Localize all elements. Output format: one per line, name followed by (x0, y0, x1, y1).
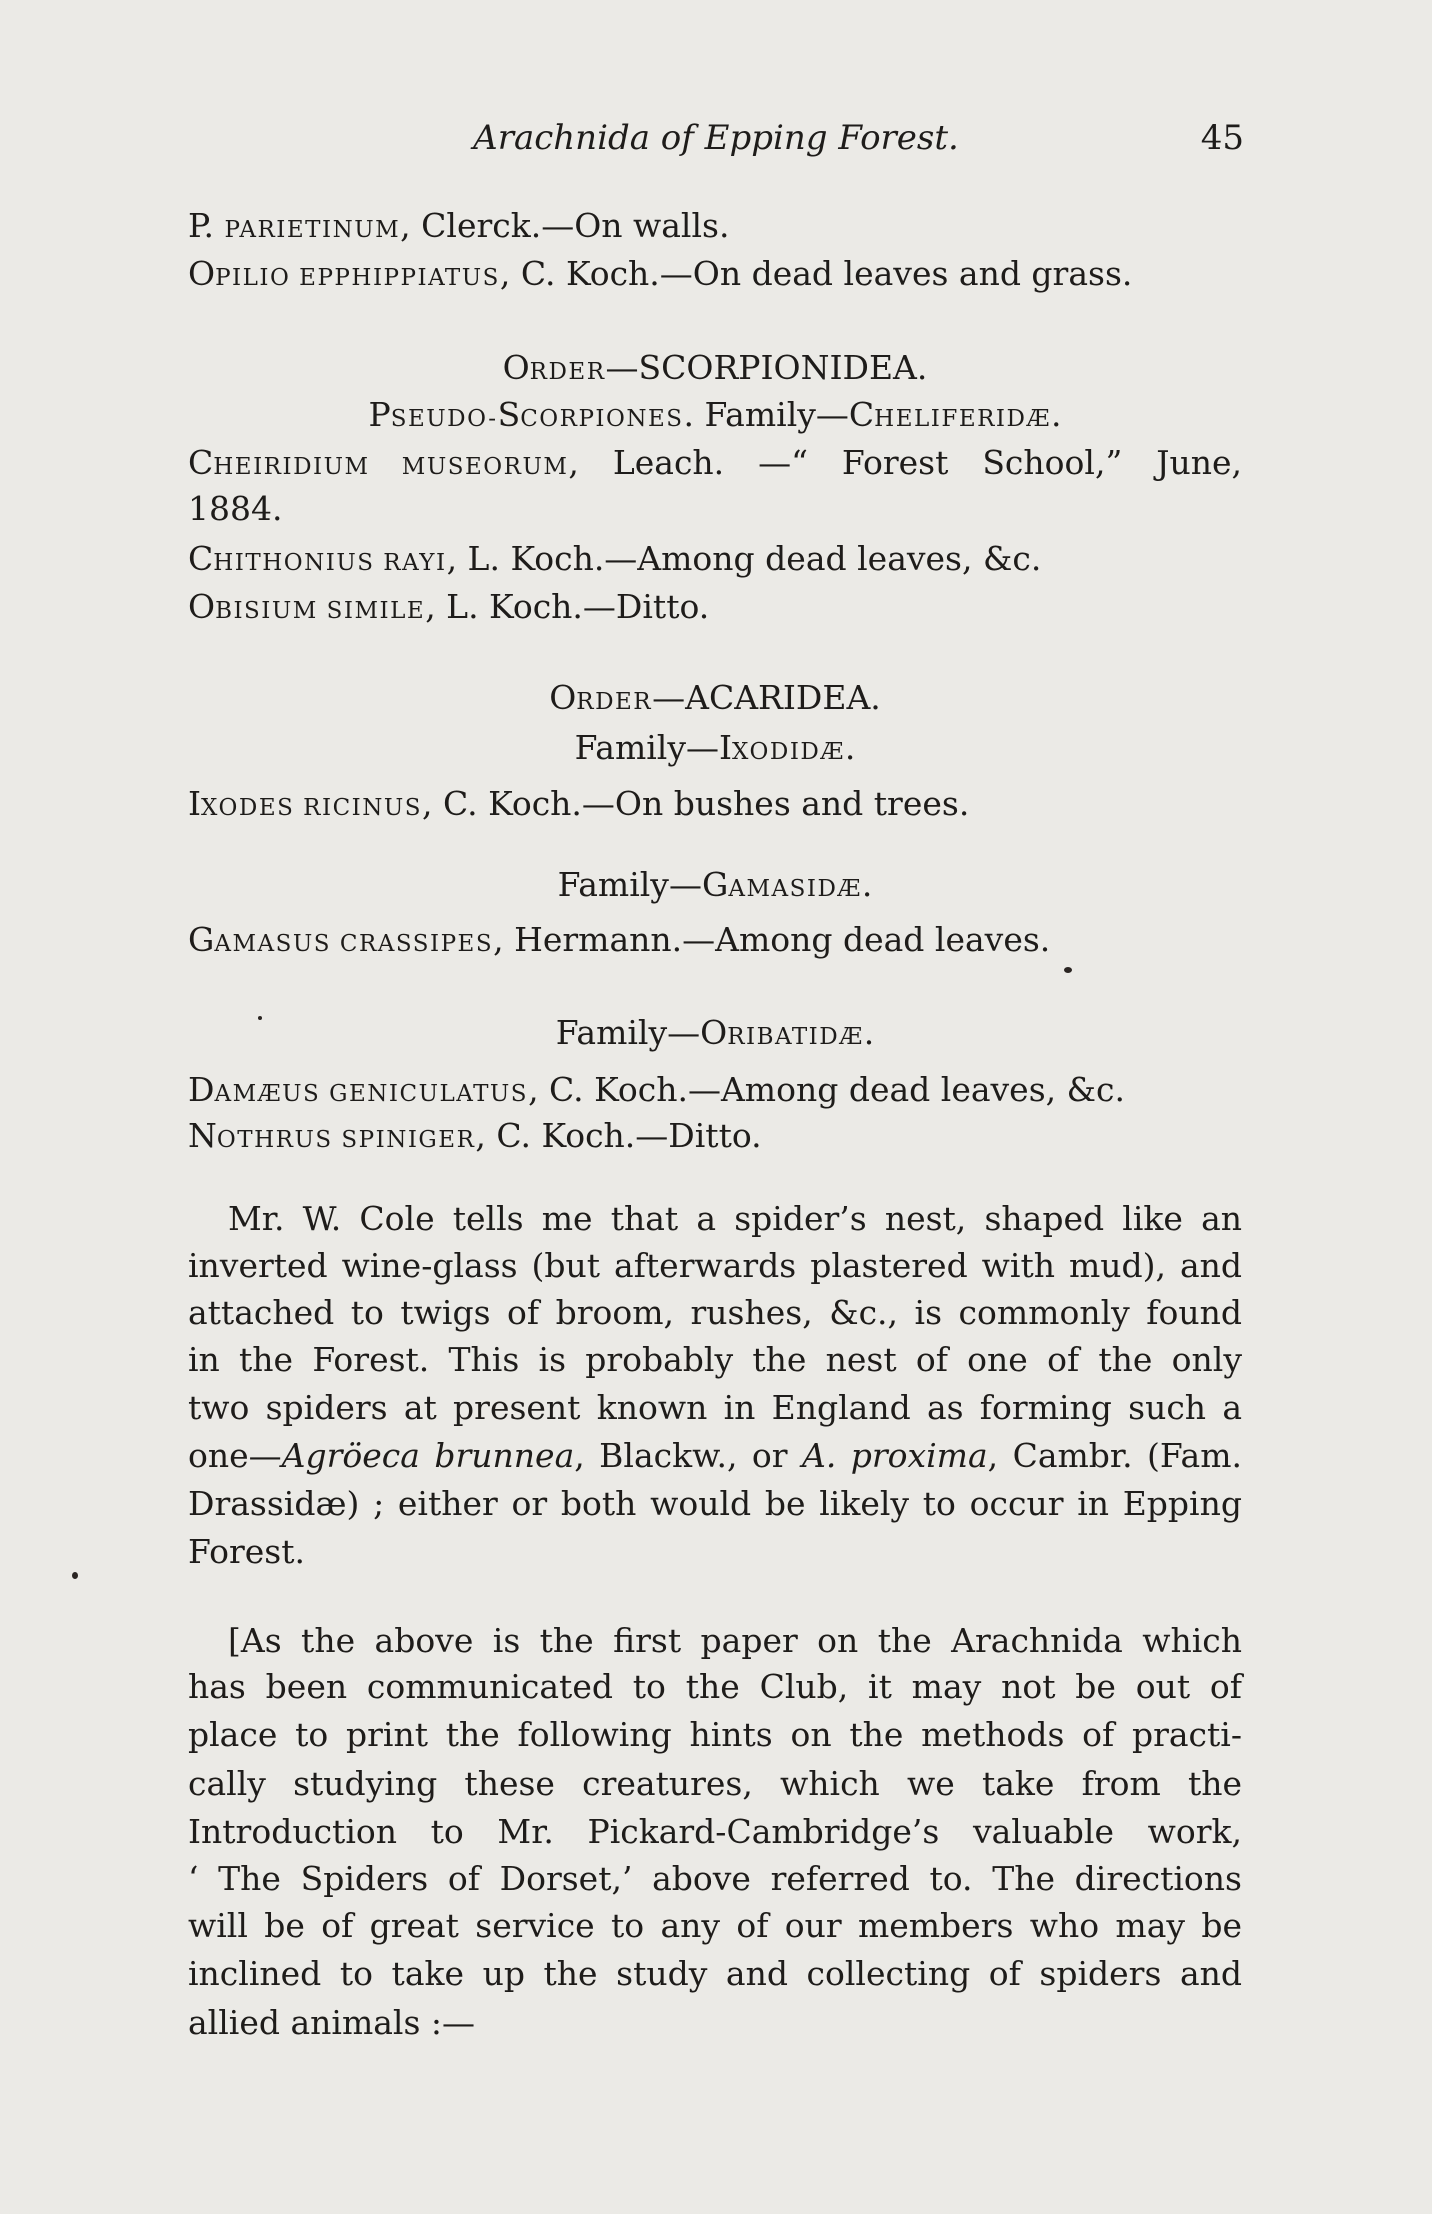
family-heading: Family—IXODIDÆ. (574, 728, 856, 767)
page-number: 45 (1200, 118, 1244, 158)
species-entry: DAMÆUS GENICULATUS, C. Koch.—Among dead leaves, &c. (188, 1070, 1125, 1109)
species-entry: CHEIRIDIUM MUSEORUM, Leach. —“ Forest School,” June, (188, 443, 1243, 482)
ink-speck (1064, 967, 1072, 973)
paragraph-line: Drassidæ) ; either or both would be likely to occur in Epping (188, 1484, 1242, 1523)
paragraph-line: one—Agröeca brunnea, Blackw., or A. proxima, Cambr. (Fam. (188, 1436, 1242, 1475)
paragraph-line: place to print the following hints on the methods of practi- (188, 1715, 1242, 1754)
ink-speck (72, 1572, 78, 1579)
paragraph-line: has been communicated to the Club, it may not be out of (188, 1667, 1242, 1706)
family-heading: Family—GAMASIDÆ. (557, 865, 873, 904)
paragraph-line: [As the above is the first paper on the Arachnida which (228, 1621, 1242, 1660)
paragraph-line: allied animals :— (188, 2003, 476, 2042)
species-entry: GAMASUS CRASSIPES, Hermann.—Among dead leaves. (188, 920, 1051, 959)
paragraph-line: Introduction to Mr. Pickard-Cambridge’s valuable work, (188, 1812, 1242, 1851)
family-heading: Family—ORIBATIDÆ. (555, 1013, 875, 1052)
species-entry: OBISIUM SIMILE, L. Koch.—Ditto. (188, 587, 710, 626)
running-head: Arachnida of Epping Forest. (473, 118, 959, 158)
species-italic: Agröeca brunnea (281, 1436, 575, 1475)
paragraph-line: inverted wine-glass (but afterwards plastered with mud), and (188, 1246, 1242, 1285)
species-entry: IXODES RICINUS, C. Koch.—On bushes and trees. (188, 784, 970, 823)
paragraph-line: Forest. (188, 1532, 305, 1571)
paragraph-line: in the Forest. This is probably the nest of one of the only (188, 1340, 1242, 1379)
order-heading: ORDER—SCORPIONIDEA. (502, 348, 928, 387)
species-italic: A. proxima (801, 1436, 988, 1475)
paragraph-line: Mr. W. Cole tells me that a spider’s nest, shaped like an (228, 1199, 1242, 1238)
species-entry-continued: 1884. (188, 489, 283, 528)
paragraph-line: inclined to take up the study and collecting of spiders and (188, 1954, 1242, 1993)
species-entry: OPILIO EPPHIPPIATUS, C. Koch.—On dead leaves and grass. (188, 254, 1133, 293)
family-heading: PSEUDO-SCORPIONES. Family—CHELIFERIDÆ. (368, 395, 1062, 434)
species-entry: P. PARIETINUM, Clerck.—On walls. (188, 206, 730, 245)
species-entry: NOTHRUS SPINIGER, C. Koch.—Ditto. (188, 1116, 762, 1155)
paragraph-line: cally studying these creatures, which we take from the (188, 1764, 1242, 1803)
paragraph-line: will be of great service to any of our members who may be (188, 1906, 1242, 1945)
order-heading: ORDER—ACARIDEA. (549, 678, 881, 717)
species-entry: CHITHONIUS RAYI, L. Koch.—Among dead leaves, &c. (188, 539, 1042, 578)
ink-speck (258, 1016, 262, 1020)
paragraph-line: attached to twigs of broom, rushes, &c., is commonly found (188, 1293, 1242, 1332)
paragraph-line: two spiders at present known in England as forming such a (188, 1388, 1242, 1427)
paragraph-line: ‘ The Spiders of Dorset,’ above referred to. The directions (188, 1859, 1242, 1898)
